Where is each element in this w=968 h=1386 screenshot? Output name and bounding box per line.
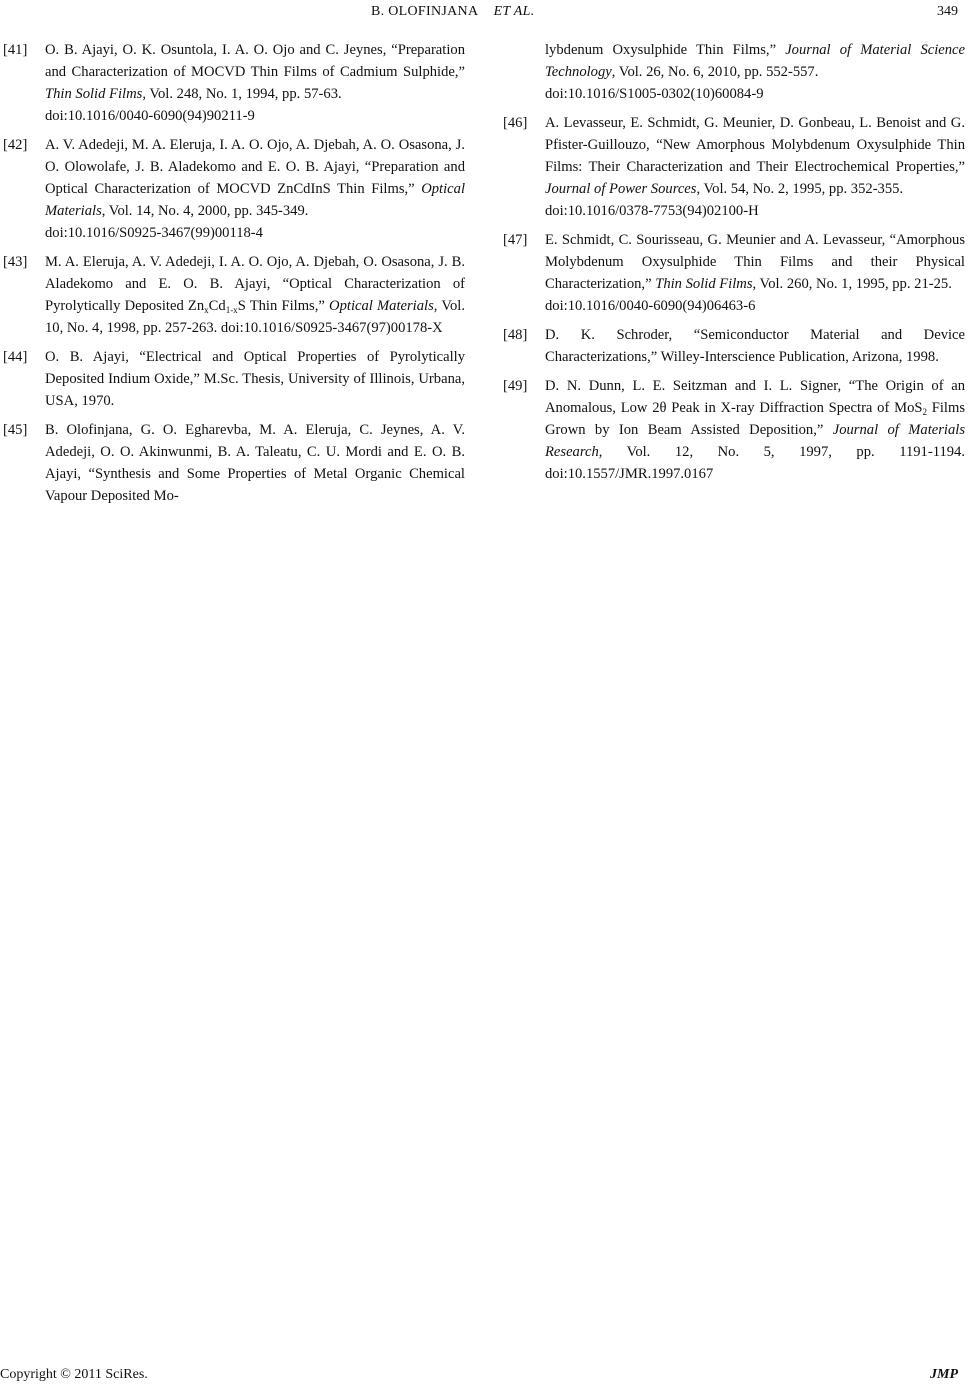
reference-doi[interactable]: doi:10.1016/S0925-3467(99)00118-4 [45,225,263,241]
running-head [0,0,968,24]
reference-doi[interactable]: doi:10.1016/S1005-0302(10)60084-9 [545,86,764,102]
reference-number: [42] [3,137,28,153]
reference-number: [49] [503,378,528,394]
reference-48 [503,324,965,368]
reference-47 [503,229,965,317]
et-al: ET AL. [493,4,535,19]
reference-authors-title: A. V. Adedeji, M. A. Eleruja, I. A. O. Ojo, A. Djebah, A. O. Osasona, J. O. Olowolafe, J. B. Aladekomo and E. O. B. Ajayi, “Preparation and Optical Characterization of MOCVD ZnCdInS Thin Films,” [45,137,465,197]
author-name: B. OLOFINJANA [371,4,479,19]
reference-text [45,251,465,339]
reference-authors-title: O. B. Ajayi, O. K. Osuntola, I. A. O. Ojo and C. Jeynes, “Preparation and Characterization of MOCVD Thin Films of Cadmium Sulphide,” [45,42,465,80]
reference-text: B. Olofinjana, G. O. Egharevba, M. A. Eleruja, C. Jeynes, A. V. Adedeji, O. O. Akinwunmi, B. A. Taleatu, C. U. Mordi and E. O. B. Ajayi, “Synthesis and Some Properties of Metal Organic Chemical Vapour Deposited Mo- [45,422,465,504]
reference-journal: Thin Solid Films [45,86,143,102]
reference-45-continued [503,39,965,105]
subscript: x [204,305,209,315]
references-left-column [3,39,465,514]
reference-49 [503,375,965,485]
reference-details: , Vol. 26, No. 6, 2010, pp. 552-557. [611,64,819,80]
page-number: 349 [937,4,958,19]
reference-journal: Journal of Material Science Technology [545,42,966,80]
reference-number: [44] [3,349,28,365]
reference-text: D. K. Schroder, “Semiconductor Material and Device Characterizations,” Willey-Interscience Publication, Arizona, 1998. [545,327,965,365]
reference-journal: Journal of Materials Research [545,422,965,460]
journal-abbreviation: JMP [930,1367,958,1382]
page-footer [0,1366,968,1386]
subscript: 1-x [225,305,238,315]
reference-doi[interactable]: doi:10.1016/0040-6090(94)06463-6 [545,298,756,314]
reference-details: , Vol. 260, No. 1, 1995, pp. 21-25. [752,276,952,292]
reference-details: , Vol. 12, No. 5, 1997, pp. 1191-1194. doi:10.1557/JMR.1997.0167 [545,444,965,482]
reference-authors-title: D. N. Dunn, L. E. Seitzman and I. L. Signer, “The Origin of an Anomalous, Low 2θ Peak in X-ray Diffraction Spectra of MoS [545,378,965,416]
formula-part: Cd [208,298,226,314]
subscript: 2 [922,407,927,417]
reference-text [45,134,465,222]
reference-doi[interactable]: doi:10.1016/0040-6090(94)90211-9 [45,108,255,124]
reference-text [545,229,965,295]
reference-number: [47] [503,232,528,248]
running-head-author [371,2,535,22]
reference-authors-title: M. A. Eleruja, A. V. Adedeji, I. A. O. Ojo, A. Djebah, O. Osasona, J. B. Aladekomo and E. O. B. Ajayi, “Optical Characterization of Pyrolytically Deposited Zn [45,254,465,314]
reference-text [45,39,465,105]
reference-authors-title: A. Levasseur, E. Schmidt, G. Meunier, D. Gonbeau, L. Benoist and G. Pfister-Guillouzo, “New Amorphous Molybdenum Oxysulphide Thin Films: Their Characterization and Their Electrochemical Properties,” [545,115,965,175]
reference-details: , Vol. 10, No. 4, 1998, pp. 257-263. doi:10.1016/S0925-3467(97)00178-X [45,298,465,336]
references-right-column [503,39,965,492]
reference-text [545,112,965,200]
reference-details: , Vol. 54, No. 2, 1995, pp. 352-355. [696,181,904,197]
reference-42 [3,134,465,244]
reference-number: [43] [3,254,28,270]
reference-journal: Journal of Power Sources [545,181,697,197]
copyright-notice: Copyright © 2011 SciRes. [0,1367,148,1382]
reference-journal: Thin Solid Films [655,276,753,292]
reference-journal: Optical Materials [329,298,434,314]
reference-45 [3,419,465,507]
reference-44 [3,346,465,412]
reference-number: [45] [3,422,28,438]
reference-title-end: S Thin Films,” [237,298,330,314]
reference-41 [3,39,465,127]
reference-text: O. B. Ajayi, “Electrical and Optical Properties of Pyrolytically Deposited Indium Oxide,” M.Sc. Thesis, University of Illinois, Urbana, USA, 1970. [45,349,465,409]
reference-authors-title: lybdenum Oxysulphide Thin Films,” [545,42,786,58]
reference-doi[interactable]: doi:10.1016/0378-7753(94)02100-H [545,203,759,219]
reference-number: [48] [503,327,528,343]
reference-details: , Vol. 14, No. 4, 2000, pp. 345-349. [101,203,309,219]
reference-title-end: Films Grown by Ion Beam Assisted Deposition,” [545,400,966,438]
reference-43 [3,251,465,339]
reference-number: [41] [3,42,28,58]
reference-46 [503,112,965,222]
reference-authors-title: E. Schmidt, C. Sourisseau, G. Meunier and A. Levasseur, “Amorphous Molybdenum Oxysulphide Thin Films and their Physical Characterization,” [545,232,965,292]
reference-text [545,375,965,485]
reference-number: [46] [503,115,528,131]
reference-journal: Optical Materials [45,181,465,219]
reference-details: , Vol. 248, No. 1, 1994, pp. 57-63. [142,86,342,102]
